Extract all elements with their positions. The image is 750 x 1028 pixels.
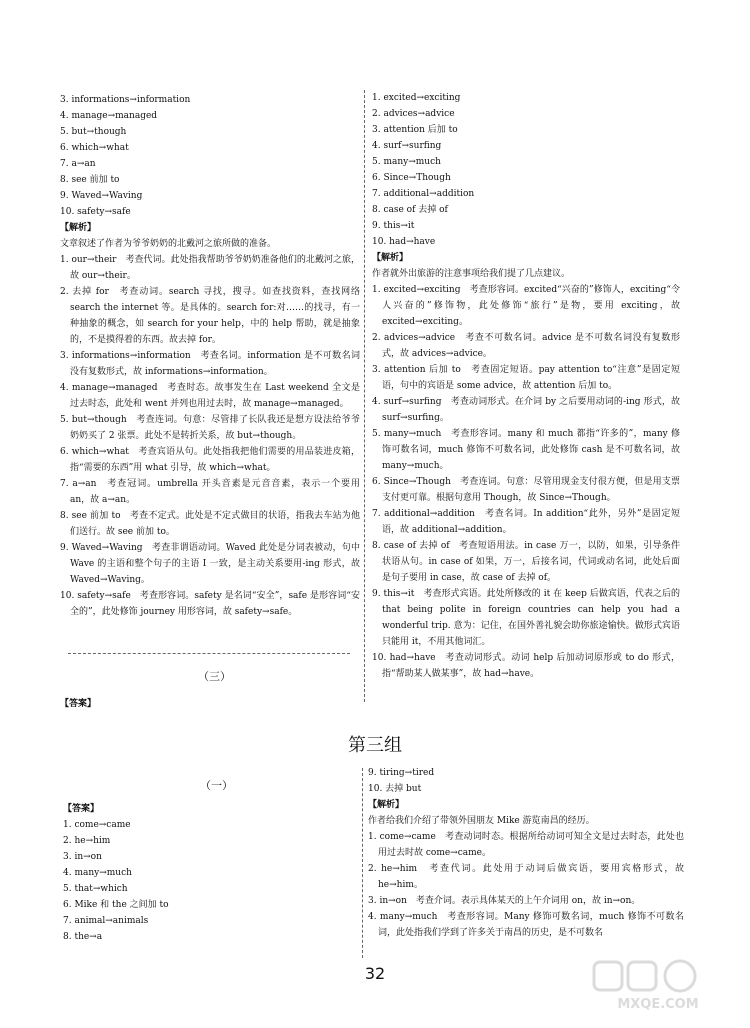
watermark-logo xyxy=(588,956,728,1014)
answer-item: 7. additional→addition xyxy=(372,189,475,199)
analysis-item: 4. manage→managed 考查时态。故事发生在 Last weekend 全文是过去时态，此处和 went 并列也用过去时，故 manage→managed。 xyxy=(60,383,360,409)
answer-heading: 【答案】 xyxy=(60,699,97,709)
answer-item: 4. manage→managed xyxy=(60,111,158,121)
analysis-item: 8. case of 去掉 of 考查短语用法。in case 万一，以防，如果，引导条件状语从句。in case of 如果，万一，后接名词，代词或动名词，此处后面是句子要用 in case，故 case of 去掉 of。 xyxy=(372,541,680,583)
answer-item: 4. many→much xyxy=(63,868,132,878)
analysis-item: 2. advices→advice 考查不可数名词。advice 是不可数名词没有复数形式，故 advices→advice。 xyxy=(372,333,680,359)
answer-item: 2. advices→advice xyxy=(372,109,455,119)
answer-item: 5. many→much xyxy=(372,157,441,167)
answer-item: 3. in→on xyxy=(63,852,102,862)
page-number: 32 xyxy=(364,964,386,983)
answer-item: 8. the→a xyxy=(63,932,103,942)
dashed-separator xyxy=(68,653,350,654)
group-title: 第三组 xyxy=(348,735,402,756)
answer-heading: 【答案】 xyxy=(63,804,100,814)
answer-item: 7. a→an xyxy=(60,159,96,169)
answer-item: 1. come→came xyxy=(63,820,131,830)
analysis-item: 10. had→have 考查动词形式。动词 help 后加动词原形或 to do 形式，指“帮助某人做某事”，故 had→have。 xyxy=(372,653,680,679)
analysis-heading: 【解析】 xyxy=(372,253,409,263)
analysis-item: 5. many→much 考查形容词。many 和 much 都指“许多的”，many 修饰可数名词，much 修饰不可数名词，此处修饰 cash 是不可数名词，故 many→much。 xyxy=(372,429,680,471)
analysis-item: 6. which→what 考查宾语从句。此处指我把他们需要的用品装进皮箱，指“需要的东西”用 what 引导，故 which→what。 xyxy=(60,447,360,473)
answer-item: 8. see 前加 to xyxy=(60,175,120,185)
analysis-item: 10. safety→safe 考查形容词。safety 是名词“安全”，safe 是形容词“安全的”，此处修饰 journey 用形容词，故 safety→safe。 xyxy=(60,591,360,617)
analysis-item: 3. attention 后加 to 考查固定短语。pay attention to“注意”是固定短语，句中的宾语是 some advice，故 attention 后加 to。 xyxy=(372,365,680,391)
answer-item: 9. tiring→tired xyxy=(368,768,435,778)
analysis-item: 1. our→their 考查代词。此处指我帮助爷爷奶奶准备他们的北戴河之旅，故 our→their。 xyxy=(60,255,360,281)
answer-list xyxy=(60,92,360,220)
answer-item: 5. but→though xyxy=(60,127,127,137)
analysis-heading: 【解析】 xyxy=(60,223,97,233)
section-label: （三） xyxy=(198,670,231,683)
answer-item: 1. excited→exciting xyxy=(372,93,461,103)
answer-list xyxy=(372,90,680,250)
analysis-item: 2. 去掉 for 考查动词。search 寻找，搜寻。如查找资料，查找网络 search the internet 等。是具体的。search for:对……的找寻，有一种抽象的概念，如 search for your help，中的 help 帮助，就是抽象的，不是摸得着的东西。故去掉 for。 xyxy=(60,287,360,345)
answer-item: 6. Since→Though xyxy=(372,173,451,183)
analysis-item: 3. informations→information 考查名词。information 是不可数名词没有复数形式，故 informations→information。 xyxy=(60,351,360,377)
column-divider xyxy=(362,768,363,958)
answer-item: 8. case of 去掉 of xyxy=(372,205,448,215)
section-label: （一） xyxy=(200,779,233,792)
analysis-item: 1. come→came 考查动词时态。根据所给动词可知全文是过去时态，此处也用过去时故 come→came。 xyxy=(368,832,684,858)
analysis-item: 1. excited→exciting 考查形容词。excited“兴奋的”修饰人，exciting“令人兴奋的”修饰物，此处修饰“旅行”是物，要用 exciting，故 excited→exciting。 xyxy=(372,285,680,327)
answer-item: 9. Waved→Waving xyxy=(60,191,143,201)
analysis-item: 7. a→an 考查冠词。umbrella 开头音素是元音音素，表示一个要用 an，故 a→an。 xyxy=(60,479,360,505)
analysis-item: 4. many→much 考查形容词。Many 修饰可数名词，much 修饰不可数名词，此处指我们学到了许多关于南昌的历史，是不可数名 xyxy=(368,912,684,938)
answer-item: 10. 去掉 but xyxy=(368,784,422,794)
analysis-heading: 【解析】 xyxy=(368,800,405,810)
analysis-intro: 作者就外出旅游的注意事项给我们提了几点建议。 xyxy=(372,269,571,279)
top-right-column xyxy=(372,90,680,682)
answer-item: 9. this→it xyxy=(372,221,415,231)
analysis-item: 7. additional→addition 考查名词。In addition“此外，另外”是固定短语，故 additional→addition。 xyxy=(372,509,680,535)
analysis-item: 9. this→it 考查形式宾语。此处所修改的 it 在 keep 后做宾语，代表之后的 that being polite in foreign countries can help you had a wonderful trip. 意为：记住，在国外善礼貌会助你旅途愉快。做形式宾语只能用 it，不用其他词汇。 xyxy=(372,589,680,647)
answer-item: 7. animal→animals xyxy=(63,916,149,926)
answer-item: 4. surf→surfing xyxy=(372,141,442,151)
answer-item: 2. he→him xyxy=(63,836,111,846)
top-left-column xyxy=(60,92,360,620)
analysis-item: 2. he→him 考查代词。此处用于动词后做宾语，要用宾格形式，故 he→him。 xyxy=(368,864,684,890)
bottom-left-column xyxy=(63,817,353,945)
analysis-item: 3. in→on 考查介词。表示具体某天的上午介词用 on，故 in→on。 xyxy=(368,896,641,906)
analysis-item: 6. Since→Though 考查连词。句意：尽管用现金支付很方便，但是用支票支付更可靠。根据句意用 Though，故 Since→Though。 xyxy=(372,477,680,503)
analysis-item: 8. see 前加 to 考查不定式。此处是不定式做目的状语，指我去车站为他们送行。故 see 前加 to。 xyxy=(60,511,360,537)
answer-item: 10. safety→safe xyxy=(60,207,131,217)
bottom-right-column xyxy=(368,765,684,941)
answer-item: 6. Mike 和 the 之间加 to xyxy=(63,900,169,910)
svg-text:MXQE.COM: MXQE.COM xyxy=(617,997,699,1012)
answer-item: 10. had→have xyxy=(372,237,436,247)
analysis-item: 4. surf→surfing 考查动词形式。在介词 by 之后要用动词的-ing 形式，故 surf→surfing。 xyxy=(372,397,680,423)
column-divider xyxy=(364,90,365,702)
analysis-intro: 文章叙述了作者为爷爷奶奶的北戴河之旅所做的准备。 xyxy=(60,239,277,249)
answer-item: 3. attention 后加 to xyxy=(372,125,458,135)
answer-item: 6. which→what xyxy=(60,143,129,153)
analysis-item: 9. Waved→Waving 考查非谓语动词。Waved 此处是分词表被动，句中 Wave 的主语和整个句子的主语 I 一致，是主动关系要用-ing 形式，故 Waved→Waving。 xyxy=(60,543,360,585)
answer-item: 5. that→which xyxy=(63,884,128,894)
answer-item: 3. informations→information xyxy=(60,95,191,105)
analysis-intro: 作者给我们介绍了带领外国朋友 Mike 游览南昌的经历。 xyxy=(368,816,595,826)
analysis-item: 5. but→though 考查连词。句意：尽管排了长队我还是想方设法给爷爷奶奶买了 2 张票。此处不是转折关系，故 but→though。 xyxy=(60,415,360,441)
